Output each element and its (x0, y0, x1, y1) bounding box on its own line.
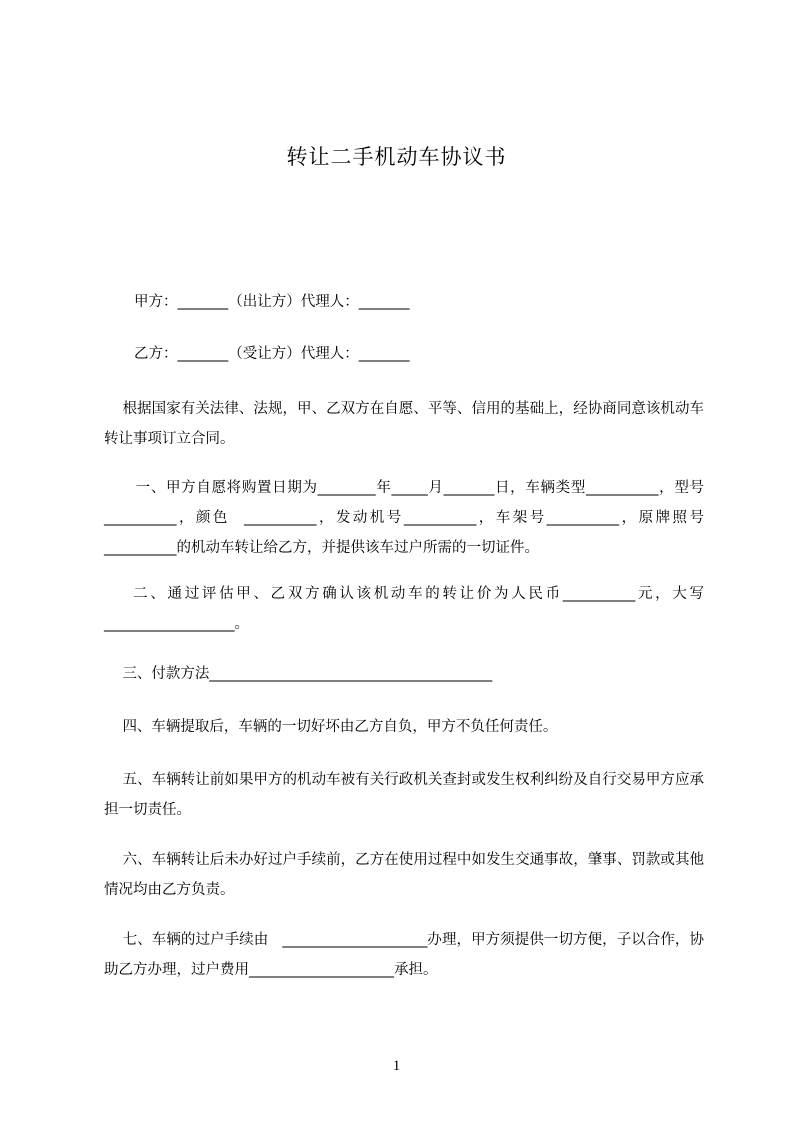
clause-5: 五、车辆转让前如果甲方的机动车被有关行政机关查封或发生权利纠纷及自行交易甲方应承担一切责任。 (104, 772, 705, 818)
page-number: 1 (392, 1058, 401, 1074)
clause-6: 六、车辆转让后未办好过户手续前，乙方在使用过程中如发生交通事故，肇事、罚款或其他情况均由乙方负责。 (104, 852, 705, 898)
party-a-line: 甲方：_______（出让方）代理人：_______ (134, 294, 410, 310)
preamble-paragraph: 根据国家有关法律、法规，甲、乙双方在自愿、平等、信用的基础上，经协商同意该机动车转让事项订立合同。 (104, 401, 705, 447)
document-title: 转让二手机动车协议书 (286, 145, 507, 169)
clause-4: 四、车辆提取后，车辆的一切好坏由乙方自负，甲方不负任何责任。 (104, 719, 558, 735)
clause-7: 七、车辆的过户手续由 ____________________办理，甲方须提供一切方便，子以合作，协助乙方办理，过户费用____________________承担。 (104, 932, 704, 978)
party-b-line: 乙方：_______（受让方）代理人：_______ (134, 346, 410, 362)
clause-2: 二、通过评估甲、乙双方确认该机动车的转让价为人民币__________元，大写__________________。 (104, 586, 704, 632)
clause-1: 一、甲方自愿将购置日期为________年_____月_______日，车辆类型__________，型号__________，颜色 __________，发动机号__________，车架号__________，原牌照号__________的机动车转让给乙方，并提供该车过户所需的一切证件。 (104, 480, 705, 556)
clause-3: 三、付款方法_______________________________________ (104, 666, 493, 682)
